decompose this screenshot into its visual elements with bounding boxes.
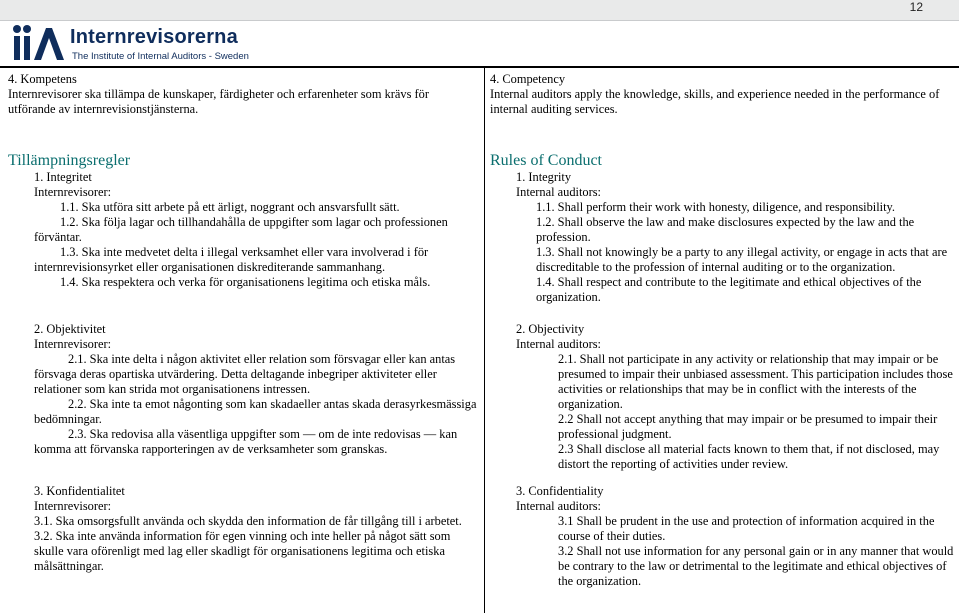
- integrity-subject: Internrevisorer:: [34, 185, 112, 199]
- confidentiality-subject: Internal auditors:: [516, 499, 601, 513]
- confidentiality-title: 3. Confidentiality: [516, 484, 604, 498]
- confidentiality-item: 3.2. Ska inte använda information för egen vinning och inte heller på något sätt som skulle vara oförenligt med lag eller skadligt för organisationens legitima och etiska målsättningar.: [34, 529, 451, 573]
- competency-text: Internal auditors apply the knowledge, skills, and experience needed in the performance of internal auditing services.: [490, 87, 940, 116]
- integrity-item: 1.1. Ska utföra sitt arbete på ett ärligt, noggrant och ansvarsfullt sätt.: [60, 200, 400, 214]
- confidentiality-item: 3.2 Shall not use information for any personal gain or in any manner that would be contrary to the law or detrimental to the legitimate and ethical objectives of the organization.: [558, 544, 954, 588]
- competency-title: 4. Competency: [490, 72, 566, 86]
- competence-text: Internrevisorer ska tillämpa de kunskaper, färdigheter och erfarenheter som krävs för utförande av internrevisionstjänsterna.: [8, 87, 429, 116]
- swedish-column: [8, 72, 478, 574]
- integrity-item: 1.4. Ska respektera och verka för organisationens legitima och etiska måls.: [60, 275, 431, 289]
- objectivity-subject: Internrevisorer:: [34, 337, 112, 351]
- integrity-item: 1.2. Shall observe the law and make disclosures expected by the law and the profession.: [536, 215, 915, 244]
- integrity-item: 1.3. Shall not knowingly be a party to any illegal activity, or engage in acts that are discreditable to the profession of internal auditing or to the organization.: [536, 245, 948, 274]
- logo-name: Internrevisorerna: [70, 26, 238, 48]
- objectivity-item: 2.3 Shall disclose all material facts known to them that, if not disclosed, may distort the reporting of activities under review.: [558, 442, 940, 471]
- objectivity-subject: Internal auditors:: [516, 337, 601, 351]
- confidentiality-item: 3.1. Ska omsorgsfullt använda och skydda den information de får tillgång till i arbetet.: [34, 514, 462, 528]
- integrity-subject: Internal auditors:: [516, 185, 601, 199]
- column-divider: [484, 66, 485, 613]
- confidentiality-subject: Internrevisorer:: [34, 499, 112, 513]
- objectivity-title: 2. Objektivitet: [34, 322, 106, 336]
- rules-title: Tillämpningsregler: [8, 152, 131, 169]
- objectivity-item: 2.3. Ska redovisa alla väsentliga uppgifter som — om de inte redovisas — kan komma att förvanska rapporteringen av de verksamheter som granskas.: [34, 427, 458, 456]
- divider-right: [484, 66, 959, 68]
- divider-left: [0, 66, 484, 68]
- rules-title: Rules of Conduct: [490, 152, 602, 169]
- objectivity-title: 2. Objectivity: [516, 322, 585, 336]
- iia-logo: [12, 24, 249, 64]
- integrity-title: 1. Integritet: [34, 170, 92, 184]
- competence-title: 4. Kompetens: [8, 72, 77, 86]
- logo-tagline: The Institute of Internal Auditors - Sweden: [72, 51, 249, 62]
- objectivity-item: 2.1. Shall not participate in any activity or relationship that may impair or be presumed to impair their unbiased assessment. This participation includes those activities or relationships that may be in conflict with the interests of the organization.: [558, 352, 953, 411]
- integrity-title: 1. Integrity: [516, 170, 572, 184]
- confidentiality-title: 3. Konfidentialitet: [34, 484, 125, 498]
- integrity-item: 1.2. Ska följa lagar och tillhandahålla de uppgifter som lagar och professionen förväntar.: [34, 215, 448, 244]
- iia-logo-icon: [12, 24, 64, 62]
- confidentiality-item: 3.1 Shall be prudent in the use and protection of information acquired in the course of their duties.: [558, 514, 935, 543]
- objectivity-item: 2.1. Ska inte delta i någon aktivitet eller relation som försvagar eller kan antas försvaga deras opartiska utvärdering. Detta deltagande inbegriper aktiviteter eller relationer som kan strida mot organisationens intressen.: [34, 352, 456, 396]
- objectivity-item: 2.2 Shall not accept anything that may impair or be presumed to impair their professional judgment.: [558, 412, 938, 441]
- integrity-item: 1.1. Shall perform their work with honesty, diligence, and responsibility.: [536, 200, 896, 214]
- integrity-item: 1.3. Ska inte medvetet delta i illegal verksamhet eller vara involverad i för internrevisionsyrket eller organisationen diskrediterande sammanhang.: [34, 245, 429, 274]
- integrity-item: 1.4. Shall respect and contribute to the legitimate and ethical objectives of the organization.: [536, 275, 922, 304]
- objectivity-item: 2.2. Ska inte ta emot någonting som kan skadaeller antas skada derasyrkesmässiga bedömningar.: [34, 397, 477, 426]
- page-header-bar: [0, 0, 959, 21]
- page-number: 12: [909, 0, 923, 14]
- english-column: [490, 72, 956, 589]
